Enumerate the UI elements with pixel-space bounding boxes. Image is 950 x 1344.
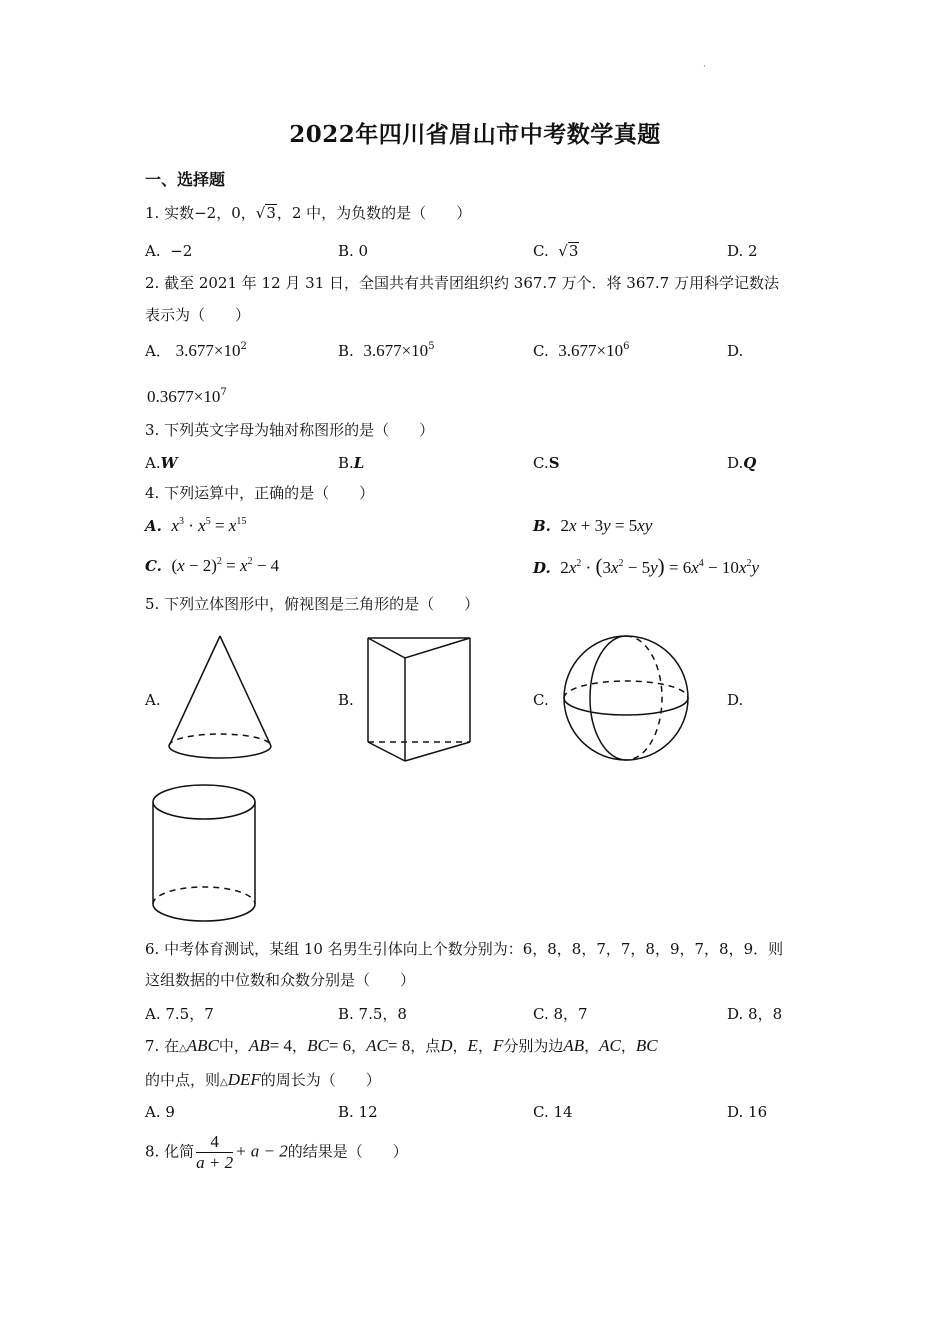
q7-option-d[interactable]: D. 16 (727, 1103, 768, 1121)
q7-option-a[interactable]: A. 9 (145, 1103, 175, 1121)
q4-option-d[interactable]: D. $2x^2 \cdot (3x^2 - 5y) = 6x^4 - 10x^2y$ (533, 554, 759, 578)
q1-sqrt-value: 3 (266, 204, 276, 222)
question-2-line1: 2. 截至 2021 年 12 月 31 日，全国共有共青团组织约 367.7 万个．将 367.7 万用科学记数法 (145, 274, 779, 292)
q3-option-c[interactable]: C.S (533, 454, 560, 472)
q3-option-b[interactable]: B.L (338, 454, 365, 472)
q1-prefix: 1. 实数 (145, 204, 195, 222)
question-1: 1. 实数−2，0，√3，2 中，为负数的是（ ） (145, 204, 472, 222)
q7-option-c[interactable]: C. 14 (533, 1103, 573, 1121)
q3-option-d[interactable]: D.Q (727, 454, 757, 472)
q2-option-b[interactable]: B. $3.677\times 10^5$ (338, 341, 435, 360)
q1-value: ，0， (216, 204, 256, 222)
q1-value: −2 (194, 204, 217, 222)
q6-option-b[interactable]: B. 7.5，8 (338, 1005, 407, 1023)
q5-option-b[interactable]: B. (338, 691, 354, 709)
question-3: 3. 下列英文字母为轴对称图形的是（ ） (145, 421, 435, 439)
question-5: 5. 下列立体图形中，俯视图是三角形的是（ ） (145, 595, 480, 613)
q6-option-c[interactable]: C. 8，7 (533, 1005, 588, 1023)
question-7-line1: 7. 在△ABC中，AB= 4，BC= 6，AC= 8，点D，E，F分别为边AB，AC，BC (145, 1036, 658, 1055)
question-8: 8. 化简 $\frac{4}{a + 2}$ + a − 2的结果是（ ） (145, 1132, 408, 1172)
question-7-line2: 的中点，则△DEF的周长为（ ） (145, 1070, 381, 1089)
question-6-line1: 6. 中考体育测试，某组 10 名男生引体向上个数分别为：6，8，8，7，7，8，9，7，8，9．则 (145, 940, 784, 958)
q2-option-a[interactable]: A． $3.677\times 10^2$ (145, 341, 247, 360)
page-mark: · (703, 62, 706, 72)
q3-option-a[interactable]: A.W (145, 454, 178, 472)
q1-option-b[interactable]: B. 0 (338, 242, 369, 260)
q2-option-d-label[interactable]: D. (727, 342, 744, 360)
q2-option-d[interactable]: $0.3677\times 10^7$ (147, 387, 227, 406)
section-heading: 一、选择题 (145, 170, 226, 189)
q7-option-b[interactable]: B. 12 (338, 1103, 378, 1121)
triangular-prism-figure (366, 636, 474, 764)
q2-option-c[interactable]: C. $3.677\times 10^6$ (533, 341, 630, 360)
sphere-figure (562, 634, 690, 762)
cone-figure (166, 634, 274, 764)
q1-option-a[interactable]: A. −2 (145, 242, 193, 260)
question-2-line2: 表示为（ ） (145, 306, 251, 324)
q1-suffix: ，2 中，为负数的是（ ） (276, 204, 472, 222)
q1-option-c[interactable]: C. √3 (533, 242, 579, 260)
q5-option-c[interactable]: C. (533, 691, 549, 709)
cylinder-figure (150, 783, 260, 925)
q4-option-b[interactable]: B. 2x + 3y = 5xy (533, 516, 653, 535)
question-6-line2: 这组数据的中位数和众数分别是（ ） (145, 971, 416, 989)
question-4: 4. 下列运算中，正确的是（ ） (145, 484, 375, 502)
q4-option-c[interactable]: C. $(x - 2)^2 = x^2 - 4$ (145, 556, 280, 575)
q5-option-d[interactable]: D. (727, 691, 744, 709)
q6-option-a[interactable]: A. 7.5，7 (145, 1005, 214, 1023)
q6-option-d[interactable]: D. 8，8 (727, 1005, 783, 1023)
q1-option-d[interactable]: D. 2 (727, 242, 758, 260)
q5-option-a[interactable]: A. (145, 691, 161, 709)
page-title: 2022年四川省眉山市中考数学真题 (289, 121, 661, 148)
q4-option-a[interactable]: A. $x^3 \cdot x^5 = x^{15}$ (145, 516, 247, 535)
